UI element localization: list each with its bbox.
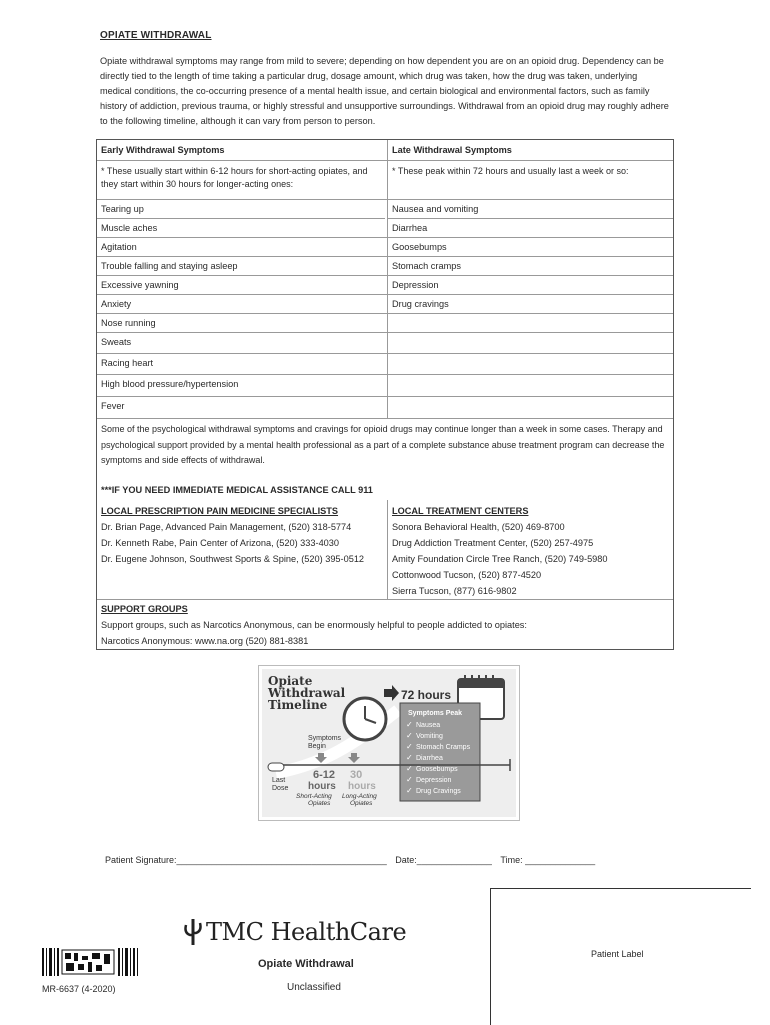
symptoms-begin-label-2: Begin [308,743,326,750]
treatment-center-entry: Cottonwood Tucson, (520) 877-4520 [392,570,542,580]
timeline-title-3: Timeline [268,698,328,712]
specialist-entry: Dr. Eugene Johnson, Southwest Sports & Spine, (520) 395-0512 [101,554,365,564]
check-icon: ✓ [406,731,413,740]
timeline-title-1: Opiate [268,674,313,688]
short-acting-label-2: Opiates [308,800,331,807]
early-symptom: Muscle aches [101,223,158,233]
psychological-note: Some of the psychological withdrawal symptoms and cravings for opioid drugs may continue longer than a week in some cases. Therapy and psychological support provided by a mental health professional as a part of a complete substance abuse treatment program can decrease the symptoms and side effects of withdrawal. [101,424,665,465]
early-symptom: Racing heart [101,358,154,368]
patient-signature-field[interactable]: Patient Signature:__________________________________________ [105,855,387,865]
long-acting-label: Long-Acting [342,793,377,800]
early-symptom: Anxiety [101,299,132,309]
form-title: Opiate Withdrawal [258,958,354,970]
specialist-entry: Dr. Brian Page, Advanced Pain Management, (520) 318-5774 [101,522,352,532]
late-symptom: Goosebumps [392,242,447,252]
treatment-centers-heading: LOCAL TREATMENT CENTERS [392,506,529,516]
time-field[interactable]: Time: ______________ [500,855,596,865]
early-symptom: Nose running [101,318,156,328]
specialists-heading: LOCAL PRESCRIPTION PAIN MEDICINE SPECIALISTS [101,506,339,516]
early-symptoms-note: * These usually start within 6-12 hours for short-acting opiates, and they start within 30 hours for longer-acting ones: [101,166,368,189]
long-acting-hours-number: 30 [350,769,363,781]
treatment-center-entry: Amity Foundation Circle Tree Ranch, (520) 749-5980 [392,554,608,564]
treatment-center-entry: Sonora Behavioral Health, (520) 469-8700 [392,522,565,532]
check-icon: ✓ [406,742,413,751]
classification: Unclassified [287,982,341,993]
early-symptom: Trouble falling and staying asleep [101,261,238,271]
clock-icon [344,698,386,740]
long-acting-label-2: Opiates [350,800,373,807]
peak-time: 72 hours [401,688,452,702]
early-symptom: Excessive yawning [101,280,179,290]
late-symptoms-header: Late Withdrawal Symptoms [392,145,512,155]
early-symptom: Sweats [101,337,132,347]
logo-text: TMC HealthCare [206,918,407,946]
emergency-notice: ***IF YOU NEED IMMEDIATE MEDICAL ASSISTANCE CALL 911 [101,485,373,495]
check-icon: ✓ [406,764,413,773]
treatment-center-entry: Sierra Tucson, (877) 616-9802 [392,586,517,596]
late-symptom: Diarrhea [392,223,428,233]
early-symptom: Fever [101,401,125,411]
check-icon: ✓ [406,775,413,784]
last-dose-label-2: Dose [272,785,289,792]
form-number: MR-6637 (4-2020) [42,984,116,994]
late-symptom: Stomach cramps [392,261,461,271]
symptoms-peak-label: Symptoms Peak [408,710,463,717]
peak-symptom: Stomach Cramps [416,744,471,751]
peak-symptom: Vomiting [416,733,443,740]
symptoms-begin-label: Symptoms [308,735,342,742]
date-field[interactable]: Date:_______________ [395,855,492,865]
cactus-icon [182,917,204,947]
peak-symptom: Goosebumps [416,766,458,773]
check-icon: ✓ [406,786,413,795]
patient-label-text: Patient Label [591,949,644,959]
short-acting-label: Short-Acting [296,793,332,800]
short-acting-hours-unit: hours [308,781,336,792]
2d-barcode-icon [62,950,114,974]
last-dose-label: Last [272,777,286,784]
late-symptoms-note: * These peak within 72 hours and usually last a week or so: [392,166,629,176]
peak-symptom: Diarrhea [416,755,443,762]
check-icon: ✓ [406,720,413,729]
check-icon: ✓ [406,753,413,762]
narcotics-anonymous-contact: Narcotics Anonymous: www.na.org (520) 881-8381 [101,636,309,646]
specialist-entry: Dr. Kenneth Rabe, Pain Center of Arizona, (520) 333-4030 [101,538,340,548]
tmc-logo [182,917,406,947]
patient-label-box [490,888,751,1025]
pill-icon [268,763,284,771]
late-symptom: Nausea and vomiting [392,204,479,214]
support-groups-text: Support groups, such as Narcotics Anonymous, can be enormously helpful to people addicted to opiates: [101,620,527,630]
peak-symptom: Drug Cravings [416,788,461,795]
timeline-title-2: Withdrawal [268,686,346,700]
symptoms-table [96,139,674,650]
treatment-center-entry: Drug Addiction Treatment Center, (520) 257-4975 [392,538,594,548]
late-symptom: Depression [392,280,439,290]
late-symptom: Drug cravings [392,299,449,309]
long-acting-hours-unit: hours [348,781,376,792]
early-symptoms-header: Early Withdrawal Symptoms [101,145,225,155]
intro-paragraph: Opiate withdrawal symptoms may range from mild to severe; depending on how dependent you are on an opioid drug. Dependency can be directly tied to the length of time taking a particular drug, dosage amount, which drug was taken, how the drug was taken, underlying medical conditions, the co-occurring presence of a mental health issue, and certain biological and environmental factors, such as family history of addiction, previous trauma, or highly stressful and unsupportive surroundings. Withdrawal from an opioid drug may roughly adhere to the following timeline, although it can vary from person to person. [100,56,669,126]
early-symptom: High blood pressure/hypertension [101,379,239,389]
short-acting-hours-number: 6-12 [313,769,336,781]
early-symptom: Agitation [101,242,137,252]
peak-symptom: Depression [416,777,452,784]
barcode [42,948,142,976]
signature-line [105,855,595,865]
peak-symptom: Nausea [416,722,441,729]
document-title: OPIATE WITHDRAWAL [100,30,212,41]
withdrawal-timeline-graphic [258,665,520,821]
support-groups-heading: SUPPORT GROUPS [101,604,188,614]
early-symptom: Tearing up [101,204,144,214]
